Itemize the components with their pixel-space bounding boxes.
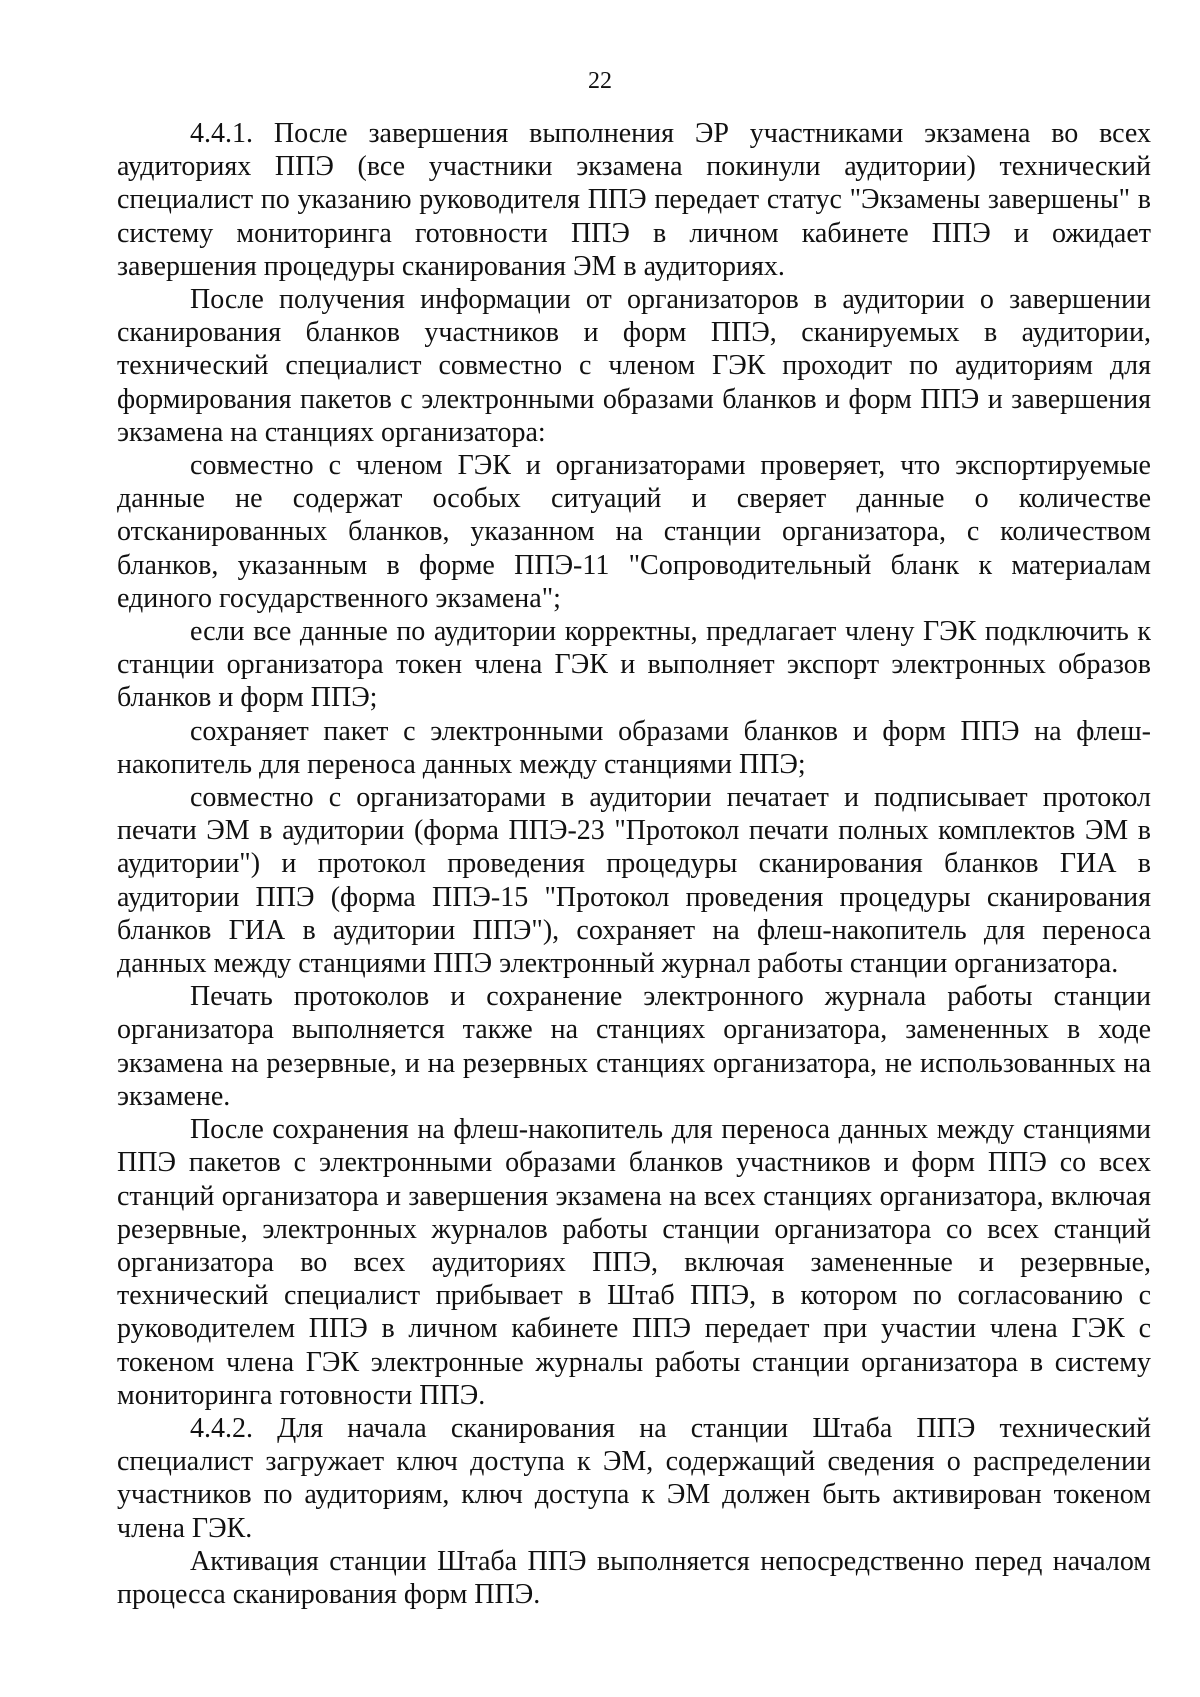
document-body (117, 117, 1151, 1611)
paragraph-activation: Активация станции Штаба ППЭ выполняется непосредственно перед началом процесса сканирования форм ППЭ. (117, 1545, 1151, 1610)
paragraph-print-protocols: совместно с организаторами в аудитории печатает и подписывает протокол печати ЭМ в аудитории (форма ППЭ-23 "Протокол печати полных комплектов ЭМ в аудитории") и протокол проведения процедуры сканирования бланков ГИА в аудитории ППЭ (форма ППЭ-15 "Протокол проведения процедуры сканирования бланков ГИА в аудитории ППЭ"), сохраняет на флеш-накопитель для переноса данных между станциями ППЭ электронный журнал работы станции организатора. (117, 782, 1151, 980)
paragraph-4-4-2: 4.4.2. Для начала сканирования на станции Штаба ППЭ технический специалист загружает ключ доступа к ЭМ, содержащий сведения о распределении участников по аудиториям, ключ доступа к ЭМ должен быть активирован токеном члена ГЭК. (117, 1412, 1151, 1544)
paragraph-headquarters: После сохранения на флеш-накопитель для переноса данных между станциями ППЭ пакетов с электронными образами бланков участников и форм ППЭ со всех станций организатора и завершения экзамена на всех станциях организатора, включая резервные, электронных журналов работы станции организатора со всех станций организатора во всех аудиториях ППЭ, включая замененные и резервные, технический специалист прибывает в Штаб ППЭ, в котором по согласованию с руководителем ППЭ в личном кабинете ППЭ передает при участии члена ГЭК с токеном члена ГЭК электронные журналы работы станции организатора в систему мониторинга готовности ППЭ. (117, 1114, 1151, 1411)
paragraph-reserve-stations: Печать протоколов и сохранение электронного журнала работы станции организатора выполняется также на станциях организатора, замененных в ходе экзамена на резервные, и на резервных станциях организатора, не использованных на экзамене. (117, 981, 1151, 1112)
paragraph-check-data: совместно с членом ГЭК и организаторами проверяет, что экспортируемые данные не содержат особых ситуаций и сверяет данные о количестве отсканированных бланков, указанном на станции организатора, с количеством бланков, указанным в форме ППЭ-11 "Сопроводительный бланк к материалам единого государственного экзамена"; (117, 450, 1151, 614)
paragraph-scanning-info: После получения информации от организаторов в аудитории о завершении сканирования бланков участников и форм ППЭ, сканируемых в аудитории, технический специалист совместно с членом ГЭК проходит по аудиториям для формирования пакетов с электронными образами бланков и форм ППЭ и завершения экзамена на станциях организатора: (117, 284, 1151, 448)
page-number: 22 (588, 68, 612, 94)
paragraph-4-4-1: 4.4.1. После завершения выполнения ЭР участниками экзамена во всех аудиториях ППЭ (все участники экзамена покинули аудитории) технический специалист по указанию руководителя ППЭ передает статус "Экзамены завершены" в систему мониторинга готовности ППЭ в личном кабинете ППЭ и ожидает завершения процедуры сканирования ЭМ в аудиториях. (117, 118, 1151, 282)
paragraph-export: если все данные по аудитории корректны, предлагает члену ГЭК подключить к станции организатора токен члена ГЭК и выполняет экспорт электронных образов бланков и форм ППЭ; (117, 616, 1151, 714)
paragraph-save-package: сохраняет пакет с электронными образами бланков и форм ППЭ на флеш-накопитель для переноса данных между станциями ППЭ; (117, 715, 1151, 780)
